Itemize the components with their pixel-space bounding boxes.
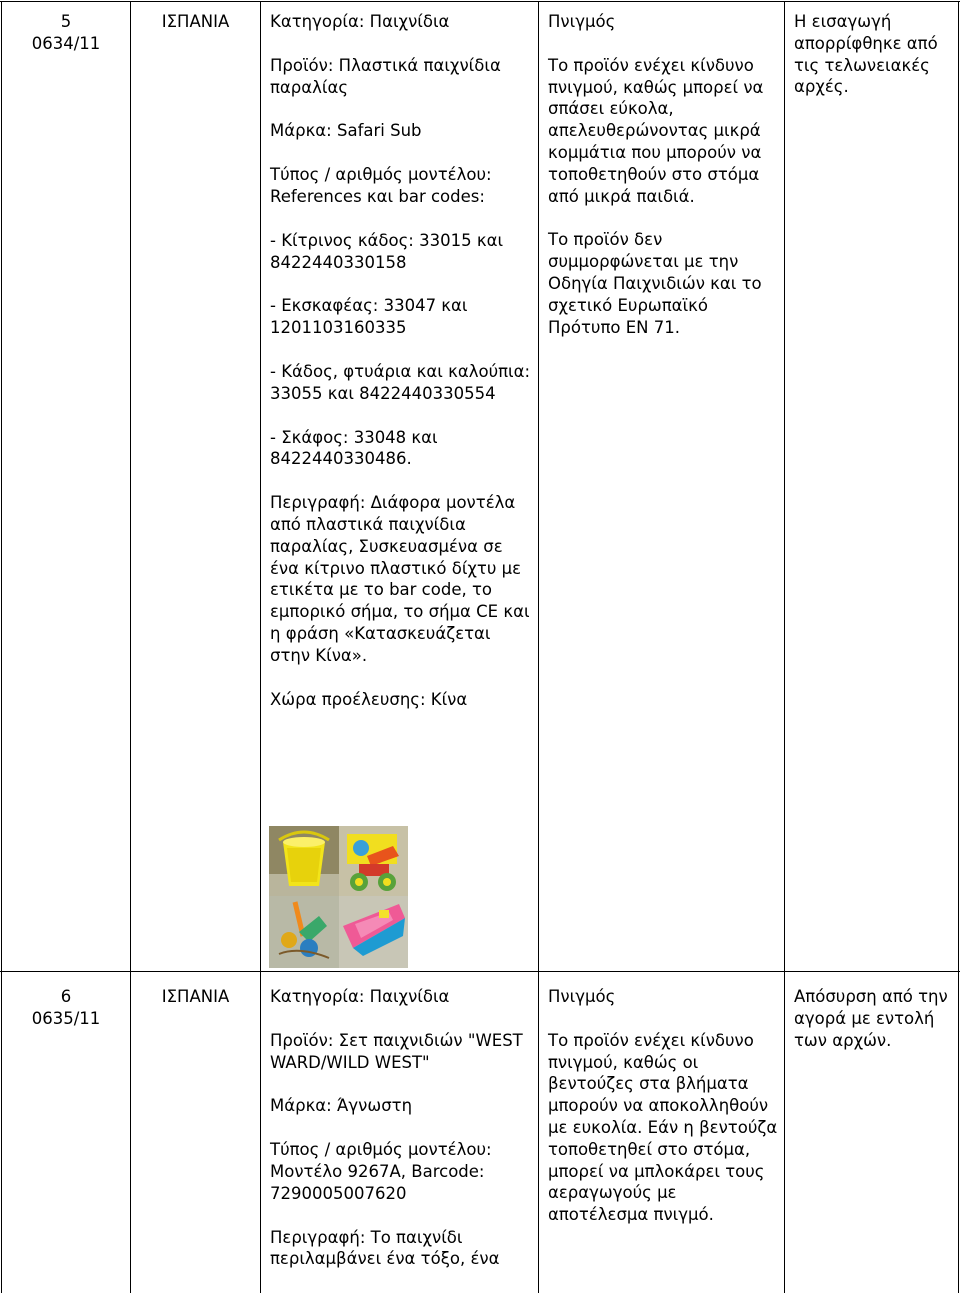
table-top-border <box>0 1 960 2</box>
product-photo-bucket <box>269 826 339 896</box>
product-code-item: - Κίτρινος κάδος: 33015 και 8422440330158 <box>270 230 504 272</box>
risk-compliance: Το προϊόν δεν συμμορφώνεται με την Οδηγία Παιχνιδιών και το σχετικό Ευρωπαϊκό Πρότυπο EN 71. <box>548 230 762 337</box>
country-cell <box>131 11 260 33</box>
row-separator <box>0 971 960 972</box>
product-brand: Μάρκα: Safari Sub <box>270 121 422 141</box>
row-number-cell <box>2 11 130 55</box>
row-number: 6 <box>60 987 72 1006</box>
risk-description: Το προϊόν ενέχει κίνδυνο πνιγμού, καθώς μπορεί να σπάσει εύκολα, απελευθερώνοντας μικρά κομμάτια που μπορούν να τοποθετηθούν στο στόμα από μικρά παιδιά. <box>548 55 764 206</box>
product-model-heading: Τύπος / αριθμός μοντέλου: References και bar codes: <box>270 165 492 206</box>
risk-type: Πνιγμός <box>548 987 616 1006</box>
col-border <box>260 1 261 1293</box>
product-model: Τύπος / αριθμός μοντέλου: Μοντέλο 9267A, Barcode: 7290005007620 <box>270 1140 492 1203</box>
country: ΙΣΠΑΝΙΑ <box>161 12 230 31</box>
col-border <box>130 1 131 1293</box>
product-code-item: - Κάδος, φτυάρια και καλούπια: 33055 και 8422440330554 <box>270 361 531 403</box>
risk-cell <box>548 986 780 1226</box>
row-number-cell <box>2 986 130 1030</box>
product-origin: Χώρα προέλευσης: Κίνα <box>270 689 468 709</box>
product-description: Περιγραφή: Διάφορα μοντέλα από πλαστικά παιχνίδια παραλίας, Συσκευασμένα σε ένα κίτρινο πλαστικό δίχτυ με ετικέτα με το bar code, το εμπορικό σήμα, το σήμα CE και η φράση «Κατασκευάζεται στην Κίνα». <box>270 493 530 665</box>
measures-cell <box>794 986 954 1051</box>
col-border <box>538 1 539 1293</box>
country: ΙΣΠΑΝΙΑ <box>161 987 230 1006</box>
col-border <box>784 1 785 1293</box>
col-border <box>1 1 2 1293</box>
product-cell <box>270 986 532 1270</box>
row-number: 5 <box>60 12 72 31</box>
product-category: Κατηγορία: Παιχνίδια <box>270 12 450 31</box>
risk-type: Πνιγμός <box>548 12 616 31</box>
country-cell <box>131 986 260 1008</box>
product-photo-boat <box>339 896 408 968</box>
alert-reference: 0635/11 <box>31 1008 101 1028</box>
product-name: Προϊόν: Πλαστικά παιχνίδια παραλίας <box>270 55 501 97</box>
risk-description: Το προϊόν ενέχει κίνδυνο πνιγμού, καθώς οι βεντούζες στα βλήματα μπορούν να αποκολληθούν με ευκολία. Εάν η βεντούζα τοποθετηθεί στο στόμα, μπορεί να μπλοκάρει τους αεραγωγούς με αποτέλεσμα πνιγμό. <box>548 1030 778 1225</box>
product-category: Κατηγορία: Παιχνίδια <box>270 987 450 1006</box>
alert-reference: 0634/11 <box>31 33 101 53</box>
product-brand: Μάρκα: Άγνωστη <box>270 1096 413 1116</box>
product-description: Περιγραφή: Το παιχνίδι περιλαμβάνει ένα τόξο, ένα <box>270 1227 500 1269</box>
product-photo-digger <box>339 826 408 896</box>
measures-text: Η εισαγωγή απορρίφθηκε από τις τελωνειακές αρχές. <box>794 12 938 97</box>
measures-cell <box>794 11 954 98</box>
risk-cell <box>548 11 780 338</box>
measures-text: Απόσυρση από την αγορά με εντολή των αρχών. <box>794 987 948 1050</box>
product-photo-spades <box>269 896 339 968</box>
product-code-item: - Σκάφος: 33048 και 8422440330486. <box>270 427 438 469</box>
product-name: Προϊόν: Σετ παιχνιδιών "WEST WARD/WILD WEST" <box>270 1030 523 1072</box>
col-border <box>958 1 959 1293</box>
product-cell <box>270 11 532 710</box>
product-code-item: - Εκσκαφέας: 33047 και 1201103160335 <box>270 296 468 338</box>
